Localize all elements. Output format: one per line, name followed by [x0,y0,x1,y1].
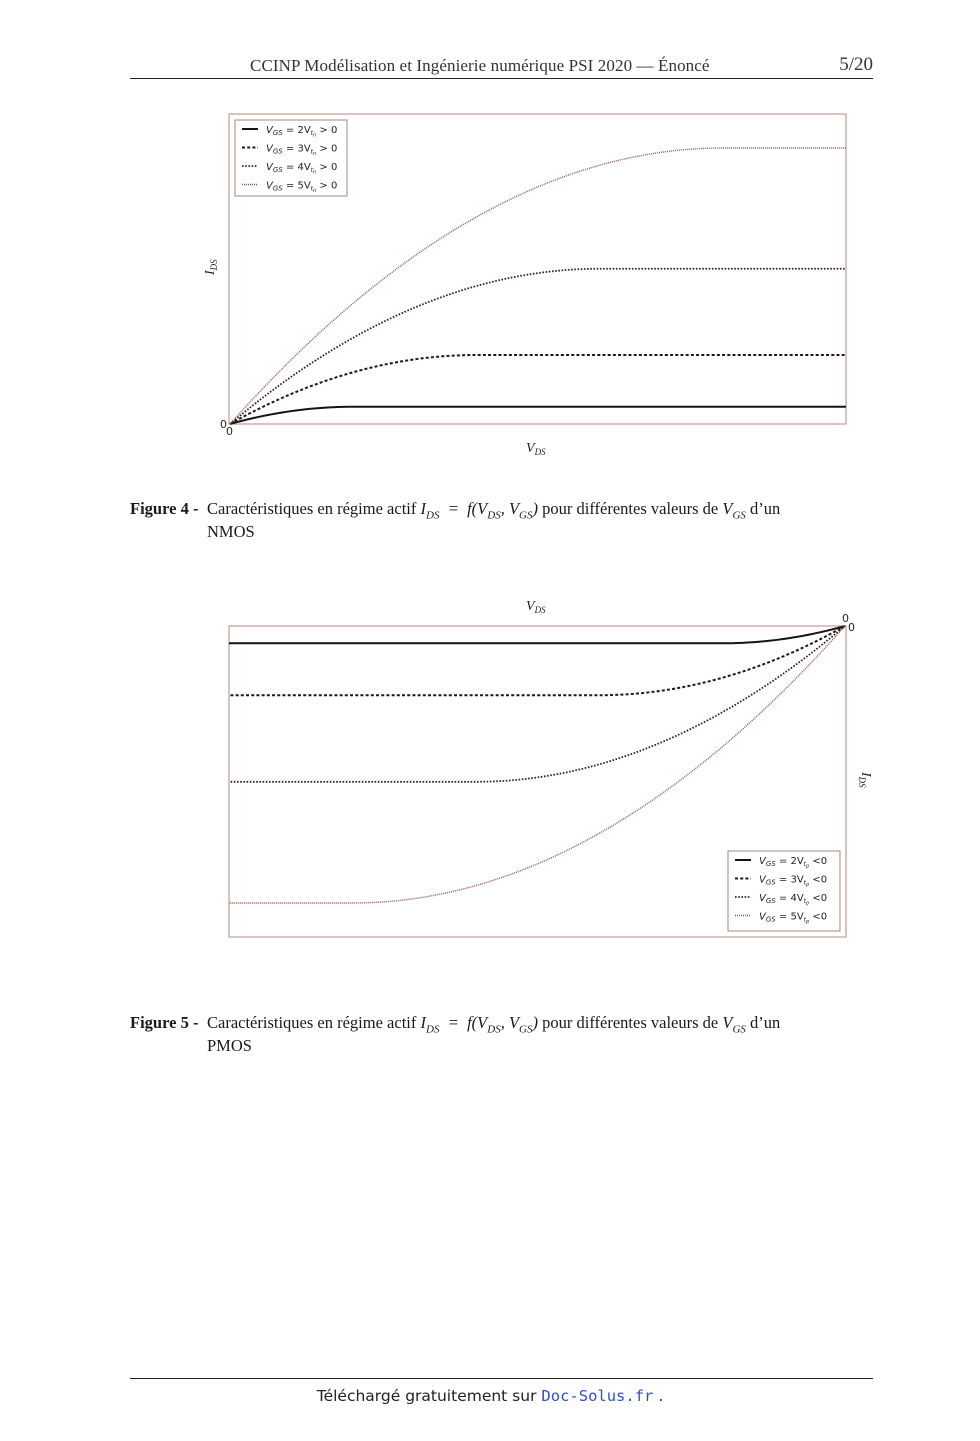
series-line-3 [230,269,846,424]
footer-link[interactable]: Doc-Solus.fr [541,1387,654,1405]
series-line-2 [229,626,845,695]
header-title: CCINP Modélisation et Ingénierie numérique PSI 2020 — Énoncé [250,56,710,75]
caption-text-2: pour différentes valeurs de [542,499,719,518]
caption-label: Figure 4 - [130,499,199,518]
caption-label: Figure 5 - [130,1013,199,1032]
caption-text-3: d’un [750,499,781,518]
series-line-3 [229,626,845,782]
series-line-2 [230,355,846,424]
y-axis-label: $I_{DS}$ [857,772,873,788]
origin-y-label: 0 [848,621,855,634]
header-rule [130,78,873,79]
origin-x-label: 0 [842,612,849,625]
page-number: 5/20 [839,54,873,75]
caption-formula: $I_{DS} = f(V_{DS}$, $V_{GS}$) [420,1013,543,1036]
legend-label-2: $V_{GS} = 3V_tn > 0$ [266,143,338,157]
legend-label-3: $V_{GS} = 4V_tn > 0$ [266,162,338,176]
caption-text: Caractéristiques en régime actif [207,499,417,518]
caption-text: Caractéristiques en régime actif [207,1013,417,1032]
legend-label-4: $V_{GS} = 5V_tn > 0$ [266,180,338,194]
footer-rule [130,1378,873,1379]
legend-label-2: $V_{GS} = 3V_tp <0$ [759,874,828,888]
origin-x-label: 0 [226,425,233,438]
caption-line-2: PMOS [207,1036,252,1055]
footer-end: . [658,1387,664,1405]
series-line-1 [229,626,845,643]
caption-line-2: NMOS [207,522,255,541]
legend-label-1: $V_{GS} = 2V_tp <0$ [759,856,828,870]
figure-5-chart [190,595,880,945]
legend-label-4: $V_{GS} = 5V_tp <0$ [759,911,828,925]
figure-4-chart [190,105,870,465]
caption-formula: $I_{DS} = f(V_{DS}$, $V_{GS}$) [420,499,543,522]
page-header [130,54,873,78]
page-footer [0,1387,980,1405]
caption-text-2: pour différentes valeurs de [542,1013,719,1032]
x-axis-label: $V_{DS}$ [526,441,546,457]
series-line-1 [230,407,846,424]
legend-label-3: $V_{GS} = 4V_tp <0$ [759,893,828,907]
x-axis-label: $V_{DS}$ [526,599,546,615]
caption-text-3: d’un [750,1013,781,1032]
origin-y-label: 0 [220,418,227,431]
y-axis-label: $I_{DS}$ [203,259,219,275]
legend-label-1: $V_{GS} = 2V_tn > 0$ [266,125,338,139]
footer-text: Téléchargé gratuitement sur [316,1387,537,1405]
